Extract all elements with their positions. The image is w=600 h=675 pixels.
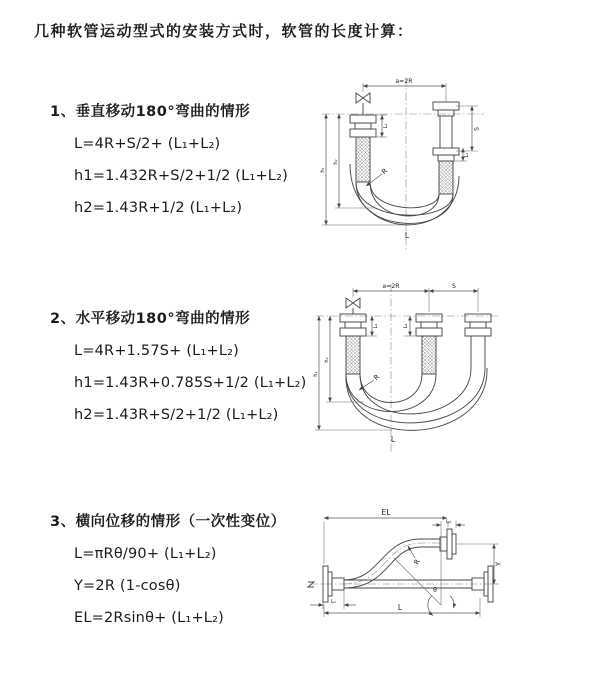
formula-h2: h2=1.43R+1/2 (L₁+L₂) [74, 200, 243, 216]
hose-u-bend [346, 368, 487, 430]
angle-construction [394, 521, 454, 616]
dim-label-l1: L₁ [373, 323, 379, 329]
left-end-fitting [340, 314, 366, 374]
dim-label-theta: θ [433, 587, 437, 594]
formula-EL: EL=2Rsinθ+ (L₁+L₂) [74, 610, 224, 626]
dim-s [429, 283, 478, 312]
page-title: 几种软管运动型式的安装方式时，软管的长度计算： [34, 22, 414, 40]
dim-label-h1: h₁ [313, 371, 319, 377]
dim-label-a2r: a=2R [395, 78, 413, 85]
dim-label-a2r: a=2R [382, 283, 400, 290]
radius-callout [359, 373, 381, 390]
left-end-fitting [350, 115, 376, 182]
dim-label-l2: L₂ [464, 152, 470, 158]
right-end-fitting [433, 102, 459, 194]
dim-label-l: L [390, 435, 396, 444]
dim-label-s: S [452, 283, 456, 290]
section-lateral-displacement [50, 510, 286, 634]
middle-end-fitting [416, 314, 442, 374]
dim-l [324, 598, 480, 617]
moved-end-fitting [465, 314, 491, 368]
radius-callout [408, 546, 422, 566]
dim-a2r [363, 78, 446, 101]
formula-h1: h1=1.432R+S/2+1/2 (L₁+L₂) [74, 168, 288, 184]
dim-label-r: R [380, 166, 390, 177]
section-horizontal-movement [50, 307, 307, 431]
dim-l2 [403, 316, 415, 336]
dim-l2 [432, 519, 465, 528]
section-1-heading: 1、垂直移动180°弯曲的情形 [50, 104, 251, 120]
valve-icon [356, 93, 370, 115]
diagram-vertical-180-bend [306, 72, 598, 256]
centerline-break-mark [308, 582, 314, 587]
formula-h1: h1=1.43R+0.785S+1/2 (L₁+L₂) [74, 375, 307, 391]
dim-label-s: S [473, 127, 481, 131]
section-2-heading: 2、水平移动180°弯曲的情形 [50, 311, 251, 327]
dim-label-r: R [372, 372, 382, 383]
dim-l1 [372, 115, 389, 137]
dim-label-el: EL [381, 508, 391, 517]
dim-a2r [353, 283, 429, 312]
formula-Y: Y=2R (1-cosθ) [74, 578, 181, 594]
dim-l2 [453, 148, 470, 161]
formula-L: L=4R+1.57S+ (L₁+L₂) [74, 343, 239, 359]
dim-label-l1: L₁ [383, 123, 389, 129]
dim-l1 [310, 590, 356, 609]
dim-el [324, 508, 448, 567]
dim-label-y: Y [494, 561, 503, 567]
section-3-formulas [74, 538, 286, 634]
formula-L: L=4R+S/2+ (L₁+L₂) [74, 136, 221, 152]
formula-L: L=πRθ/90+ (L₁+L₂) [74, 546, 217, 562]
section-vertical-movement [50, 100, 288, 224]
formula-h2: h2=1.43R+S/2+1/2 (L₁+L₂) [74, 407, 279, 423]
diagram-horizontal-180-bend [306, 276, 598, 460]
displaced-flange [440, 529, 456, 559]
dim-label-l: L [404, 231, 410, 240]
dim-label-h1: h₁ [320, 167, 326, 173]
dim-label-h2: h₂ [333, 159, 339, 165]
section-2-formulas [74, 335, 307, 431]
dim-s [456, 106, 481, 151]
section-1-formulas [74, 128, 288, 224]
curved-hose [344, 539, 440, 588]
section-3-heading: 3、横向位移的情形（一次性变位） [50, 514, 286, 530]
diagram-lateral-displacement [296, 498, 598, 660]
dim-label-r: R [412, 557, 422, 567]
dim-label-l1: L₁ [330, 599, 337, 605]
dim-label-l2: L₂ [445, 519, 452, 525]
dim-label-h2: h₂ [324, 357, 330, 363]
valve-icon [346, 298, 360, 314]
dim-label-l2: L₂ [403, 323, 409, 329]
dim-label-l: L [397, 603, 403, 612]
